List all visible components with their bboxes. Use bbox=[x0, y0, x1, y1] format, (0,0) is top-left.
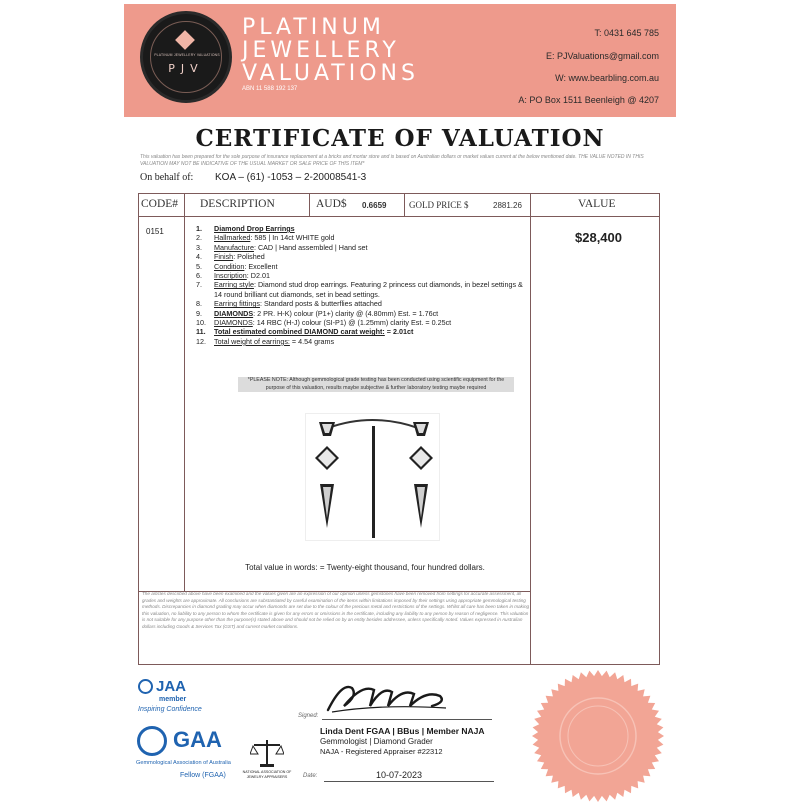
logo-initials: PJV bbox=[168, 62, 204, 75]
contact-address: A: PO Box 1511 Beenleigh @ 4207 bbox=[518, 95, 659, 105]
list-item: 4. Finish: Polished bbox=[196, 252, 265, 262]
list-item: 5. Condition: Excellent bbox=[196, 261, 278, 271]
list-item: 7. Earring style: Diamond stud drop earrings. Featuring 2 princess cut diamonds, in bezel settings & 14 round brilliant cut diamonds, set in bead settings. bbox=[196, 280, 523, 299]
table-column-divider bbox=[404, 193, 405, 216]
item-code: 0151 bbox=[146, 227, 164, 236]
value-header: VALUE bbox=[578, 198, 616, 210]
gaa-globe-icon bbox=[137, 726, 167, 756]
gold-price-value: 2881.26 bbox=[493, 201, 522, 210]
date-label: Date: bbox=[303, 773, 318, 779]
jaa-logo: JAA bbox=[156, 678, 187, 695]
contact-email[interactable]: E: PJValuations@gmail.com bbox=[545, 51, 659, 61]
testing-note: *PLEASE NOTE: Although gemmological grade testing has been conducted using scientific equipment for the purpose of this valuation, results maybe subjective & further laboratory testing maybe required bbox=[238, 377, 514, 392]
list-item: 3. Manufacture: CAD | Hand assembled | Hand set bbox=[196, 242, 368, 252]
table-column-divider bbox=[309, 193, 310, 216]
naja-logo-text: NATIONAL ASSOCIATION OF JEWELRY APPRAISERS bbox=[242, 770, 292, 779]
scales-of-justice-icon bbox=[250, 738, 284, 768]
logo-ring-text: PLATINUM JEWELLERY VALUATIONS bbox=[154, 53, 220, 57]
aud-header: AUD$ bbox=[316, 198, 347, 210]
list-item: 9. DIAMONDS: 2 PR. H-K) colour (P1+) clarity @ (4.80mm) Est. = 1.76ct bbox=[196, 308, 439, 318]
table-header-divider bbox=[138, 216, 660, 217]
signature-line bbox=[322, 719, 492, 720]
valuation-footer-disclaimer: The articles described above have been examined and the values given are an expression of our opinion unless gemstones have been removed from settings for accurate assessment, all grades and weights are approximate. All conclusions are substantiated by careful examination of the items within limitations imposed by their settings using appropriate gemmological testing methods. Discrepancies in diamond grading may occur when diamonds are set due to the colour of the precious metal and restrictions of the settings. Whilst all care has been taken in making this valuation, no liability to any person to whom the certificate is given for any errors or omissions in the certificate, including any liability to any person by reason of negligence. This valuation is not suitable for any purpose other than the purpose(s) stated above and should not be relied on by an entity besides addressee, unless specifically noted. Values expressed in Australian dollars including Goods & Services Tax (GST) and current market conditions. bbox=[142, 591, 530, 629]
signer-title: Gemmologist | Diamond Grader bbox=[320, 737, 433, 746]
certificate-date: 10-07-2023 bbox=[376, 770, 423, 780]
total-value-words: Total value in words: = Twenty-eight thousand, four hundred dollars. bbox=[245, 563, 485, 572]
behalf-value: KOA – (61) -1053 – 2-20008541-3 bbox=[215, 172, 367, 183]
aud-value: 0.6659 bbox=[362, 201, 387, 210]
earrings-photo bbox=[305, 413, 440, 541]
list-item: 6. Inscription: D2.01 bbox=[196, 271, 270, 281]
signer-name: Linda Dent FGAA | BBus | Member NAJA bbox=[320, 726, 485, 736]
item-title: Diamond Drop Earrings bbox=[214, 224, 295, 233]
list-item: 8. Earring fittings: Standard posts & butterflies attached bbox=[196, 299, 382, 309]
gold-price-header: GOLD PRICE $ bbox=[409, 200, 469, 210]
list-item: 10. DIAMONDS: 14 RBC (H-J) colour (SI-P1) @ (1.25mm) clarity Est. = 0.25ct bbox=[196, 318, 452, 328]
certificate-title: CERTIFICATE OF VALUATION bbox=[195, 125, 605, 152]
brand-line-2: JEWELLERY bbox=[242, 38, 400, 63]
contact-web[interactable]: W: www.bearbling.com.au bbox=[555, 73, 659, 83]
brand-line-3: VALUATIONS bbox=[242, 61, 419, 86]
behalf-label: On behalf of: bbox=[140, 172, 194, 183]
signed-label: Signed: bbox=[298, 713, 319, 719]
jaa-member-label: member bbox=[159, 696, 187, 703]
list-item: 11. Total estimated combined DIAMOND carat weight: = 2.01ct bbox=[196, 327, 414, 337]
handwritten-signature bbox=[322, 676, 452, 718]
contact-phone: T: 0431 645 785 bbox=[594, 28, 659, 38]
list-item: 1. Diamond Drop Earrings bbox=[196, 224, 526, 233]
jaa-diamond-icon bbox=[138, 679, 153, 694]
earrings-illustration bbox=[306, 414, 439, 540]
signer-registration: NAJA - Registered Appraiser #22312 bbox=[320, 747, 443, 756]
jaa-tagline: Inspiring Confidence bbox=[138, 706, 202, 713]
list-item: 12. Total weight of earrings: = 4.54 grams bbox=[196, 336, 335, 346]
gaa-fellow-label: Fellow (FGAA) bbox=[180, 772, 226, 779]
embossed-seal bbox=[531, 669, 665, 803]
list-item: 2. Hallmarked: 585 | In 14ct WHITE gold bbox=[196, 233, 335, 243]
gaa-logo: GAA bbox=[173, 727, 222, 752]
gaa-full-name: Gemmological Association of Australia bbox=[136, 760, 231, 766]
code-header: CODE# bbox=[141, 198, 179, 210]
table-column-divider bbox=[530, 193, 531, 665]
date-line bbox=[324, 781, 494, 782]
item-description-list bbox=[196, 224, 526, 346]
description-header: DESCRIPTION bbox=[200, 198, 275, 210]
abn-number: ABN 11 588 192 137 bbox=[242, 86, 298, 92]
table-column-divider bbox=[184, 193, 185, 591]
item-value: $28,400 bbox=[575, 230, 622, 245]
valuation-disclaimer: This valuation has been prepared for the sole purpose of insurance replacement at a bricks and mortar store and is based on Australian dollars or market values current at the below mentioned date. THE VALUE NOTED IN THIS VALUATION MAY NOT BE INDICATIVE OF THE USUAL MARKET OR SALE PRICE OF THIS ITEM* bbox=[140, 154, 644, 167]
brand-line-1: PLATINUM bbox=[242, 15, 385, 40]
